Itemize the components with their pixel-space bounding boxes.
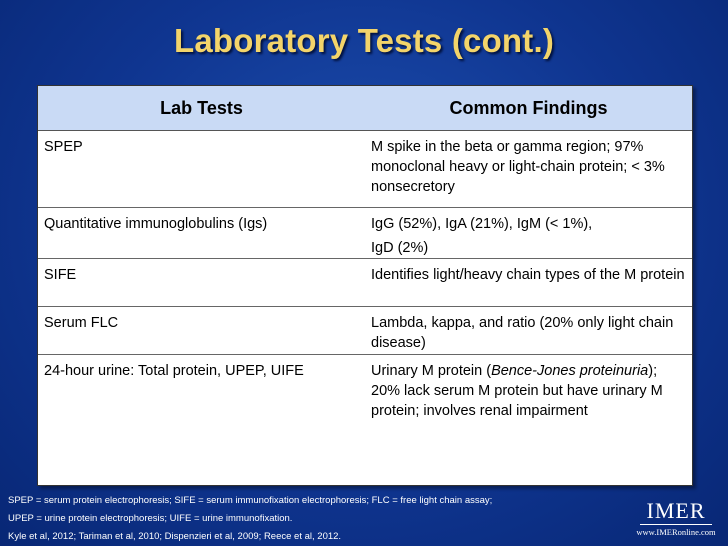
finding-line: IgG (52%), IgA (21%), IgM (< 1%),	[371, 216, 593, 232]
finding-cell	[365, 355, 692, 448]
footnote-abbreviations-2: UPEP = urine protein electrophoresis; UIFE = urine immunofixation.	[8, 513, 293, 524]
finding-text: ); 20% lack serum M protein but have urinary M protein; involves renal impairment	[371, 363, 663, 419]
slide-title: Laboratory Tests (cont.)	[173, 22, 555, 59]
logo-name: IMER	[646, 498, 706, 523]
table-row	[38, 355, 692, 448]
footnote-references: Kyle et al, 2012; Tariman et al, 2010; Dispenzieri et al, 2009; Reece et al, 2012.	[8, 531, 342, 542]
finding-cell: M spike in the beta or gamma region; 97% monoclonal heavy or light-chain protein; < 3% nonsecretory	[365, 131, 692, 208]
finding-cell	[365, 208, 692, 259]
finding-cell: Lambda, kappa, and ratio (20% only light chain disease)	[365, 307, 692, 355]
logo-url: www.IMERonline.com	[636, 527, 716, 537]
footnote-abbreviations-1: SPEP = serum protein electrophoresis; SIFE = serum immunofixation electrophoresis; FLC = free light chain assay;	[8, 495, 493, 506]
lab-tests-table	[37, 85, 693, 486]
finding-text: Urinary M protein (	[371, 363, 492, 379]
test-cell: SIFE	[38, 259, 365, 307]
test-cell: Quantitative immunoglobulins (Igs)	[38, 208, 365, 259]
test-cell: SPEP	[38, 131, 365, 208]
header-common-findings: Common Findings	[365, 86, 692, 131]
finding-cell: Identifies light/heavy chain types of the M protein	[365, 259, 692, 307]
table-row	[38, 131, 692, 208]
test-cell: Serum FLC	[38, 307, 365, 355]
logo-divider	[640, 524, 712, 525]
finding-italic-term: Bence-Jones proteinuria	[491, 363, 649, 379]
imer-logo	[636, 500, 716, 537]
finding-line: IgD (2%)	[371, 240, 429, 256]
table-row	[38, 307, 692, 355]
table-row	[38, 208, 692, 259]
header-lab-tests: Lab Tests	[38, 86, 365, 131]
test-cell: 24-hour urine: Total protein, UPEP, UIFE	[38, 355, 365, 448]
table-header-row	[38, 86, 692, 131]
table-row	[38, 259, 692, 307]
